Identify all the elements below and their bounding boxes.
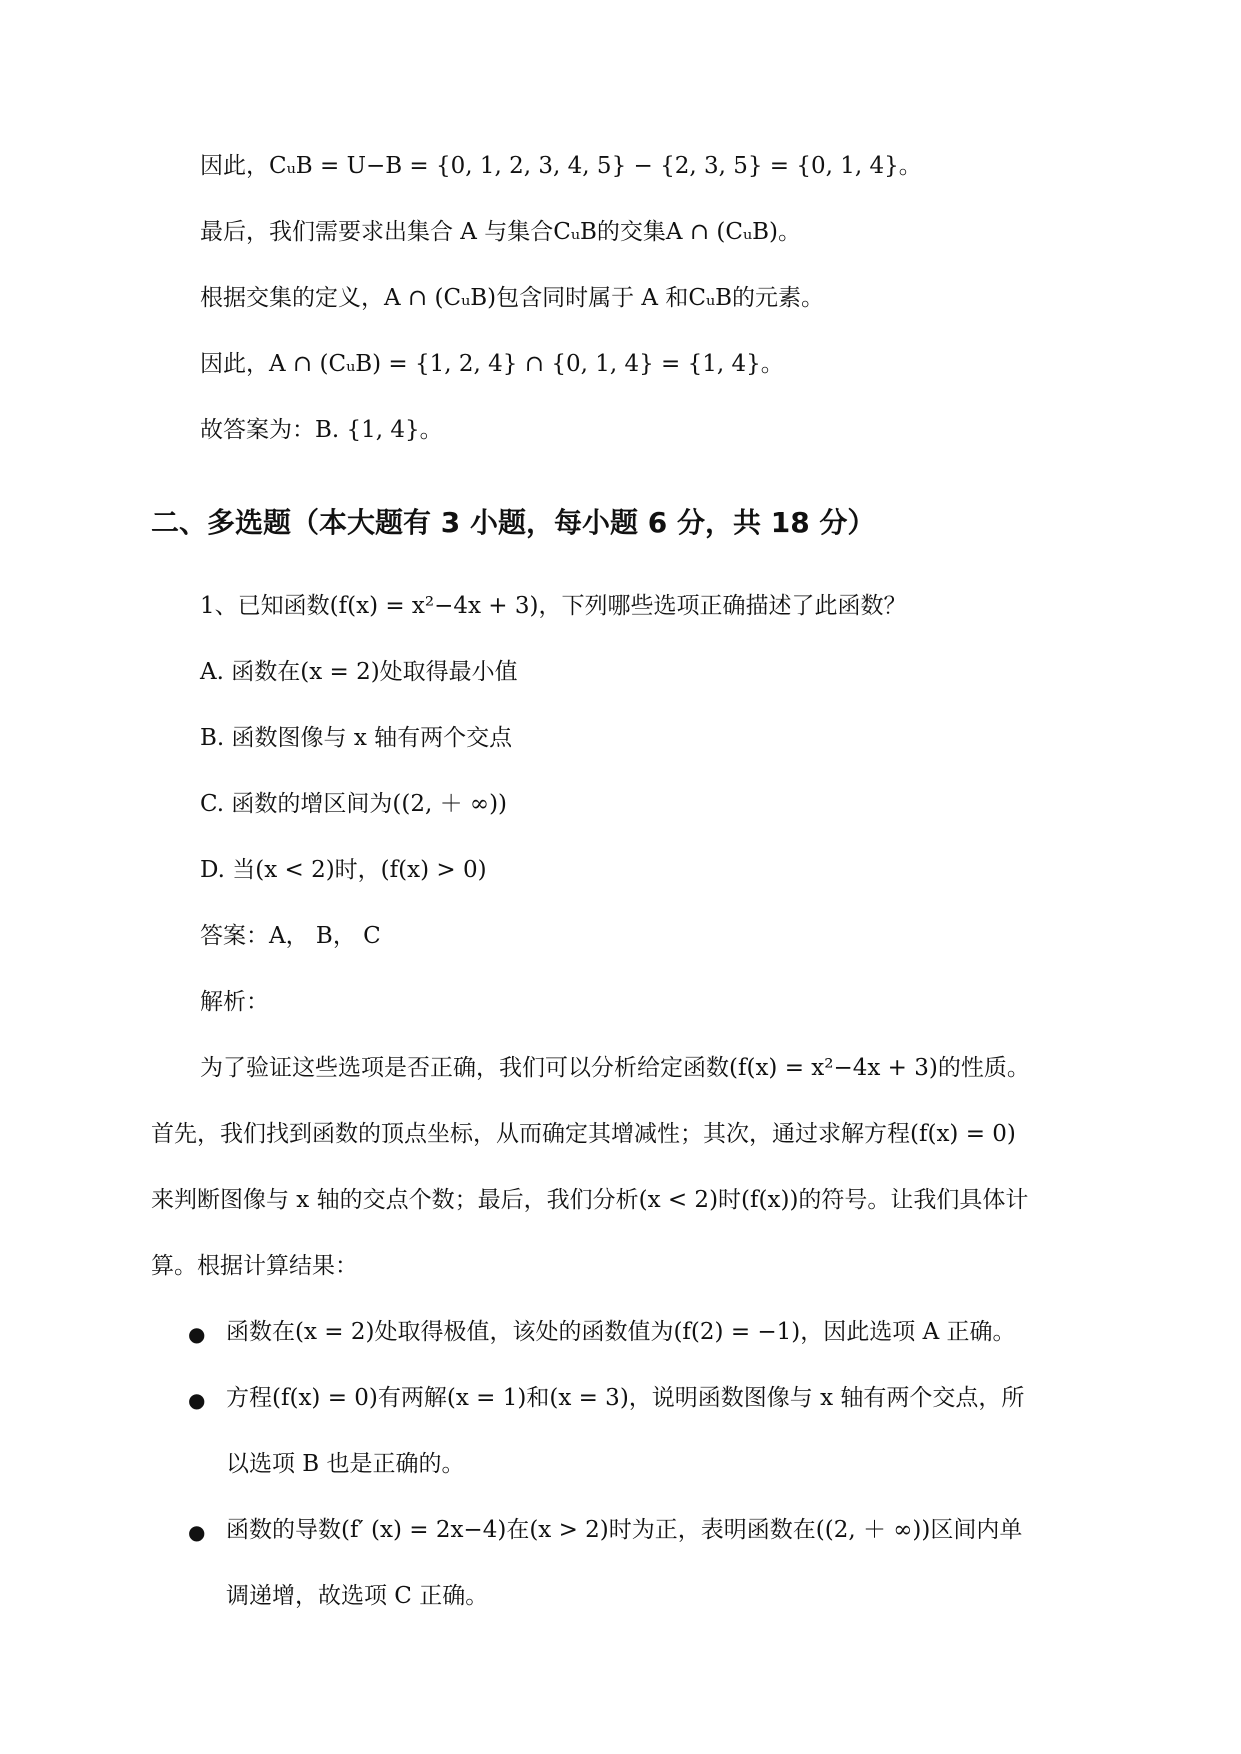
bullet-text: 以选项 B 也是正确的。 xyxy=(226,1451,465,1477)
analysis-line: 来判断图像与 x 轴的交点个数；最后，我们分析(x < 2)时(f(x))的符号。让我们具体计 xyxy=(151,1187,1029,1213)
text-line: 根据交集的定义，A ∩ (CᵤB)包含同时属于 A 和CᵤB的元素。 xyxy=(200,285,825,311)
question-stem: 1、已知函数(f(x) = x²−4x + 3)，下列哪些选项正确描述了此函数？ xyxy=(200,593,907,619)
bullet-dot: ● xyxy=(188,1388,206,1412)
text-line: 因此，A ∩ (CᵤB) = {1, 2, 4} ∩ {0, 1, 4} = {1, 4}。 xyxy=(200,351,784,377)
analysis-line: 算。根据计算结果： xyxy=(151,1253,358,1279)
analysis-label: 解析： xyxy=(200,989,269,1015)
option-c: C. 函数的增区间为((2, ＋ ∞)) xyxy=(200,791,508,817)
option-b: B. 函数图像与 x 轴有两个交点 xyxy=(200,725,513,751)
option-d: D. 当(x < 2)时，(f(x) > 0) xyxy=(200,857,487,883)
bullet-dot: ● xyxy=(188,1520,206,1544)
bullet-text: 函数在(x = 2)处取得极值，该处的函数值为(f(2) = −1)，因此选项 A 正确。 xyxy=(226,1319,1016,1345)
bullet-text: 调递增，故选项 C 正确。 xyxy=(226,1583,489,1609)
section-heading: 二、多选题（本大题有 3 小题，每小题 6 分，共 18 分） xyxy=(151,506,876,539)
bullet-text: 方程(f(x) = 0)有两解(x = 1)和(x = 3)，说明函数图像与 x 轴有两个交点，所 xyxy=(226,1385,1025,1411)
option-a: A. 函数在(x = 2)处取得最小值 xyxy=(200,659,518,685)
bullet-dot: ● xyxy=(188,1322,206,1346)
answer-line: 答案：A， B， C xyxy=(200,923,381,949)
analysis-line: 首先，我们找到函数的顶点坐标，从而确定其增减性；其次，通过求解方程(f(x) = 0) xyxy=(151,1121,1016,1147)
text-line: 故答案为：B. {1, 4}。 xyxy=(200,417,443,443)
analysis-line: 为了验证这些选项是否正确，我们可以分析给定函数(f(x) = x²−4x + 3)的性质。 xyxy=(200,1055,1030,1081)
text-line: 因此，CᵤB = U−B = {0, 1, 2, 3, 4, 5} − {2, 3, 5} = {0, 1, 4}。 xyxy=(200,153,922,179)
text-line: 最后，我们需要求出集合 A 与集合CᵤB的交集A ∩ (CᵤB)。 xyxy=(200,219,802,245)
bullet-text: 函数的导数(f′ (x) = 2x−4)在(x > 2)时为正，表明函数在((2, ＋ ∞))区间内单 xyxy=(226,1517,1023,1543)
